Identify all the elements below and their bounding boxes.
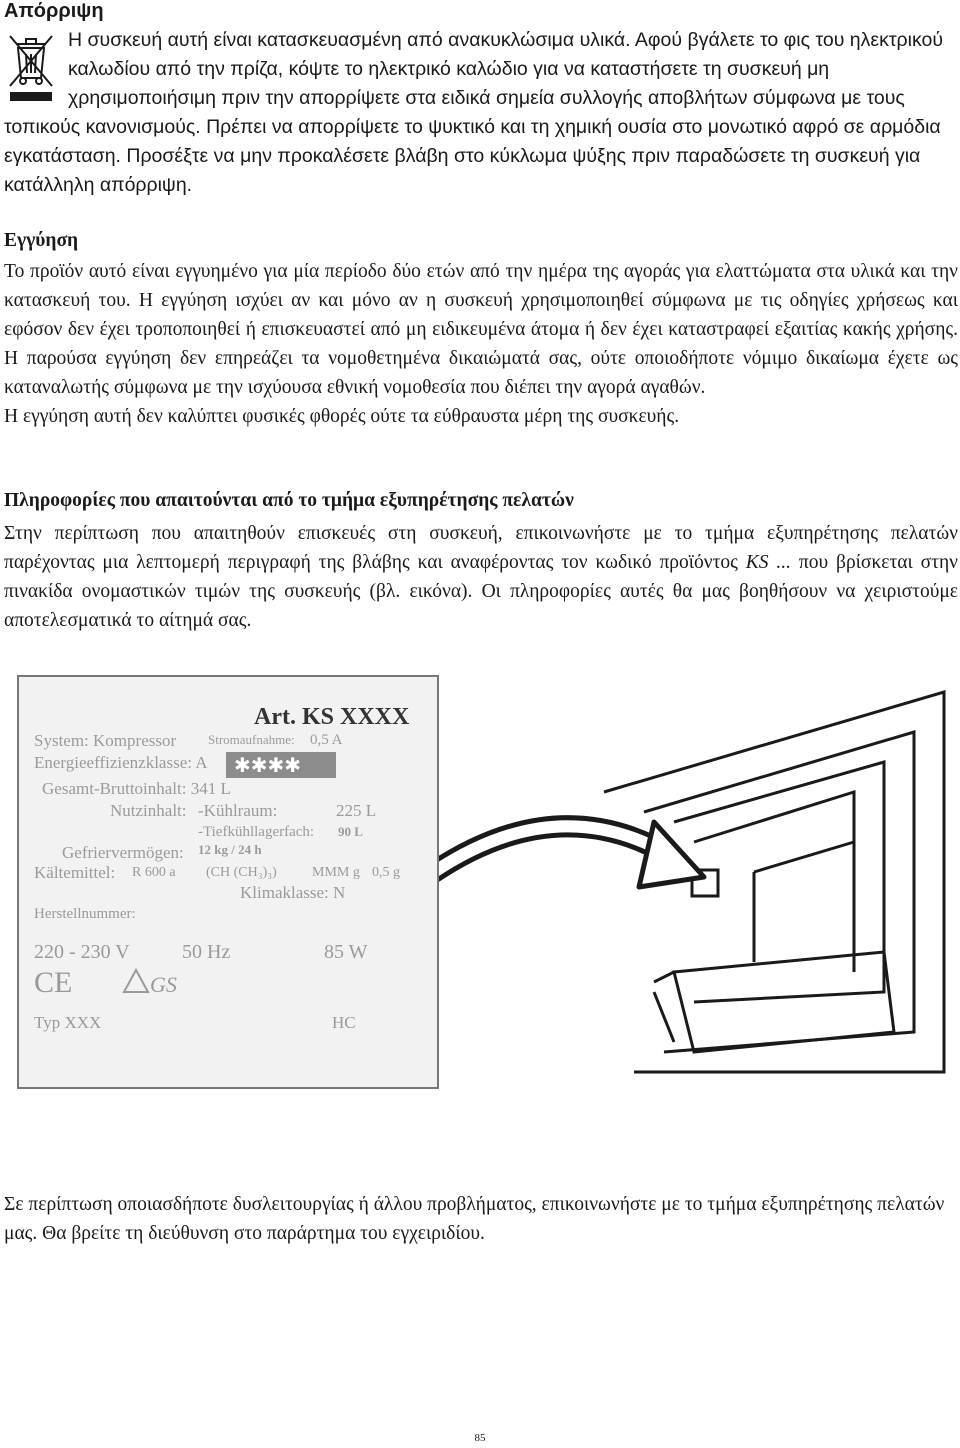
energy-class: Energieeffizienzklasse: A — [34, 753, 208, 772]
system-label: System: Kompressor — [34, 731, 177, 750]
type-label: Typ XXX — [34, 1013, 102, 1032]
article-number: Art. KS XXXX — [254, 704, 410, 730]
star-rating: ✱✱✱✱ — [234, 755, 302, 777]
serial-number-label: Herstellnummer: — [34, 906, 136, 922]
power-value: 0,5 A — [310, 732, 343, 748]
rating-plate-figure — [14, 672, 952, 1092]
hc-label: HC — [332, 1013, 356, 1032]
page-number: 85 — [474, 1432, 486, 1444]
net-volume-label: Nutzinhalt: — [110, 801, 187, 820]
fridge-volume-label: -Kühlraum: — [198, 801, 278, 820]
warranty-paragraph — [4, 257, 958, 431]
climate-class: Klimaklasse: N — [240, 883, 346, 902]
service-text-after: που βρίσκεται στην πινακίδα ονομαστικών τιμών της συσκευής (βλ. εικόνα). Οι πληροφορίες αυτές θα μας βοηθήσουν να χειριστούμε αποτελεσματικά το αίτημά σας. — [4, 552, 958, 631]
fridge-volume-value: 225 L — [336, 801, 377, 820]
gross-volume: Gesamt-Bruttoinhalt: 341 L — [42, 779, 231, 798]
service-paragraph — [4, 519, 958, 635]
warranty-text: Το προϊόν αυτό είναι εγγυημένο για μία περίοδο δύο ετών από την ημέρα της αγοράς για ελαττώματα στα υλικά και την κατασκευή του. Η εγγύηση ισχύει αν και μόνο αν η συσκευή χρησιμοποιηθεί σύμφωνα με τις οδηγίες χρήσεως και εφόσον δεν έχει τροποποιηθεί ή επισκευαστεί από μη ειδικευμένα άτομα ή δεν έχει καταστραφεί εξαιτίας κακής χρήσης. Η παρούσα εγγύηση δεν επηρεάζει τα νομοθετημένα δικαιώματά σας, ούτε οποιοδήποτε νόμιμο δικαίωμα έχετε ως καταναλωτής σύμφωνα με την ισχύουσα εθνική νομοθεσία που διέπει την αγορά αγαθών. — [4, 261, 958, 398]
wattage: 85 W — [324, 941, 368, 963]
service-text-before: Στην περίπτωση που απαιτηθούν επισκευές στη συσκευή, επικοινωνήστε με το τμήμα εξυπηρέτησης πελατών παρέχοντας μια λεπτομερή περιγραφή της βλάβης και αναφέροντας τον κωδικό προϊόντος — [4, 523, 958, 573]
gs-mark: GS — [150, 972, 177, 997]
refrigerant-label: Kältemittel: — [34, 863, 116, 882]
product-code: KS ... — [745, 552, 792, 573]
refrigerant-formula: (CH (CH₃)₃) — [206, 865, 277, 880]
arrow-icon — [434, 822, 704, 887]
mmm-value: 0,5 g — [372, 865, 400, 880]
service-heading: Πληροφορίες που απαιτούνται από το τμήμα εξυπηρέτησης πελατών — [4, 490, 574, 511]
warranty-heading: Εγγύηση — [4, 230, 79, 251]
power-label: Stromaufnahme: — [208, 732, 295, 747]
disposal-text: Η συσκευή αυτή είναι κατασκευασμένη από ανακυκλώσιμα υλικά. Αφού βγάλετε το φις του ηλεκτρικού καλωδίου από την πρίζα, κόψτε το ηλεκτρικό καλώδιο για να καταστήσετε τη συσκευή μη χρησιμοποιήσιμη πριν την απορρίψετε στα ειδικά σημεία συλλογής αποβλήτων σύμφωνα με τους τοπικούς κανονισμούς. Πρέπει να απορρίψετε το ψυκτικό και τη χημική ουσία στο μονωτικό αφρό σε αρμόδια εγκατάσταση. Προσέξτε να μην προκαλέσετε βλάβη στο κύκλωμα ψύξης πριν παραδώσετε τη συσκευή για κατάλληλη απόρριψη. — [4, 29, 943, 196]
voltage: 220 - 230 V — [34, 941, 130, 963]
disposal-heading: Απόρριψη — [4, 0, 104, 22]
freezing-capacity-value: 12 kg / 24 h — [198, 842, 262, 857]
disposal-paragraph — [4, 26, 958, 200]
warranty-exclusions: Η εγγύηση αυτή δεν καλύπτει φυσικές φθορές ούτε τα εύθραυστα μέρη της συσκευής. — [4, 406, 680, 427]
freezer-volume-label: -Tiefkühllagerfach: — [198, 824, 315, 840]
closing-paragraph: Σε περίπτωση οποιασδήποτε δυσλειτουργίας ή άλλου προβλήματος, επικοινωνήστε με το τμήμα εξυπηρέτησης πελατών μας. Θα βρείτε τη διεύθυνση στο παράρτημα του εγχειριδίου. — [4, 1194, 945, 1244]
freezing-capacity-label: Gefriervermögen: — [62, 843, 184, 862]
frequency: 50 Hz — [182, 941, 231, 963]
ce-mark: CE — [34, 966, 73, 999]
mmm-label: MMM g — [312, 865, 360, 880]
freezer-volume-value: 90 L — [338, 824, 363, 839]
refrigerant-value: R 600 a — [132, 865, 176, 880]
